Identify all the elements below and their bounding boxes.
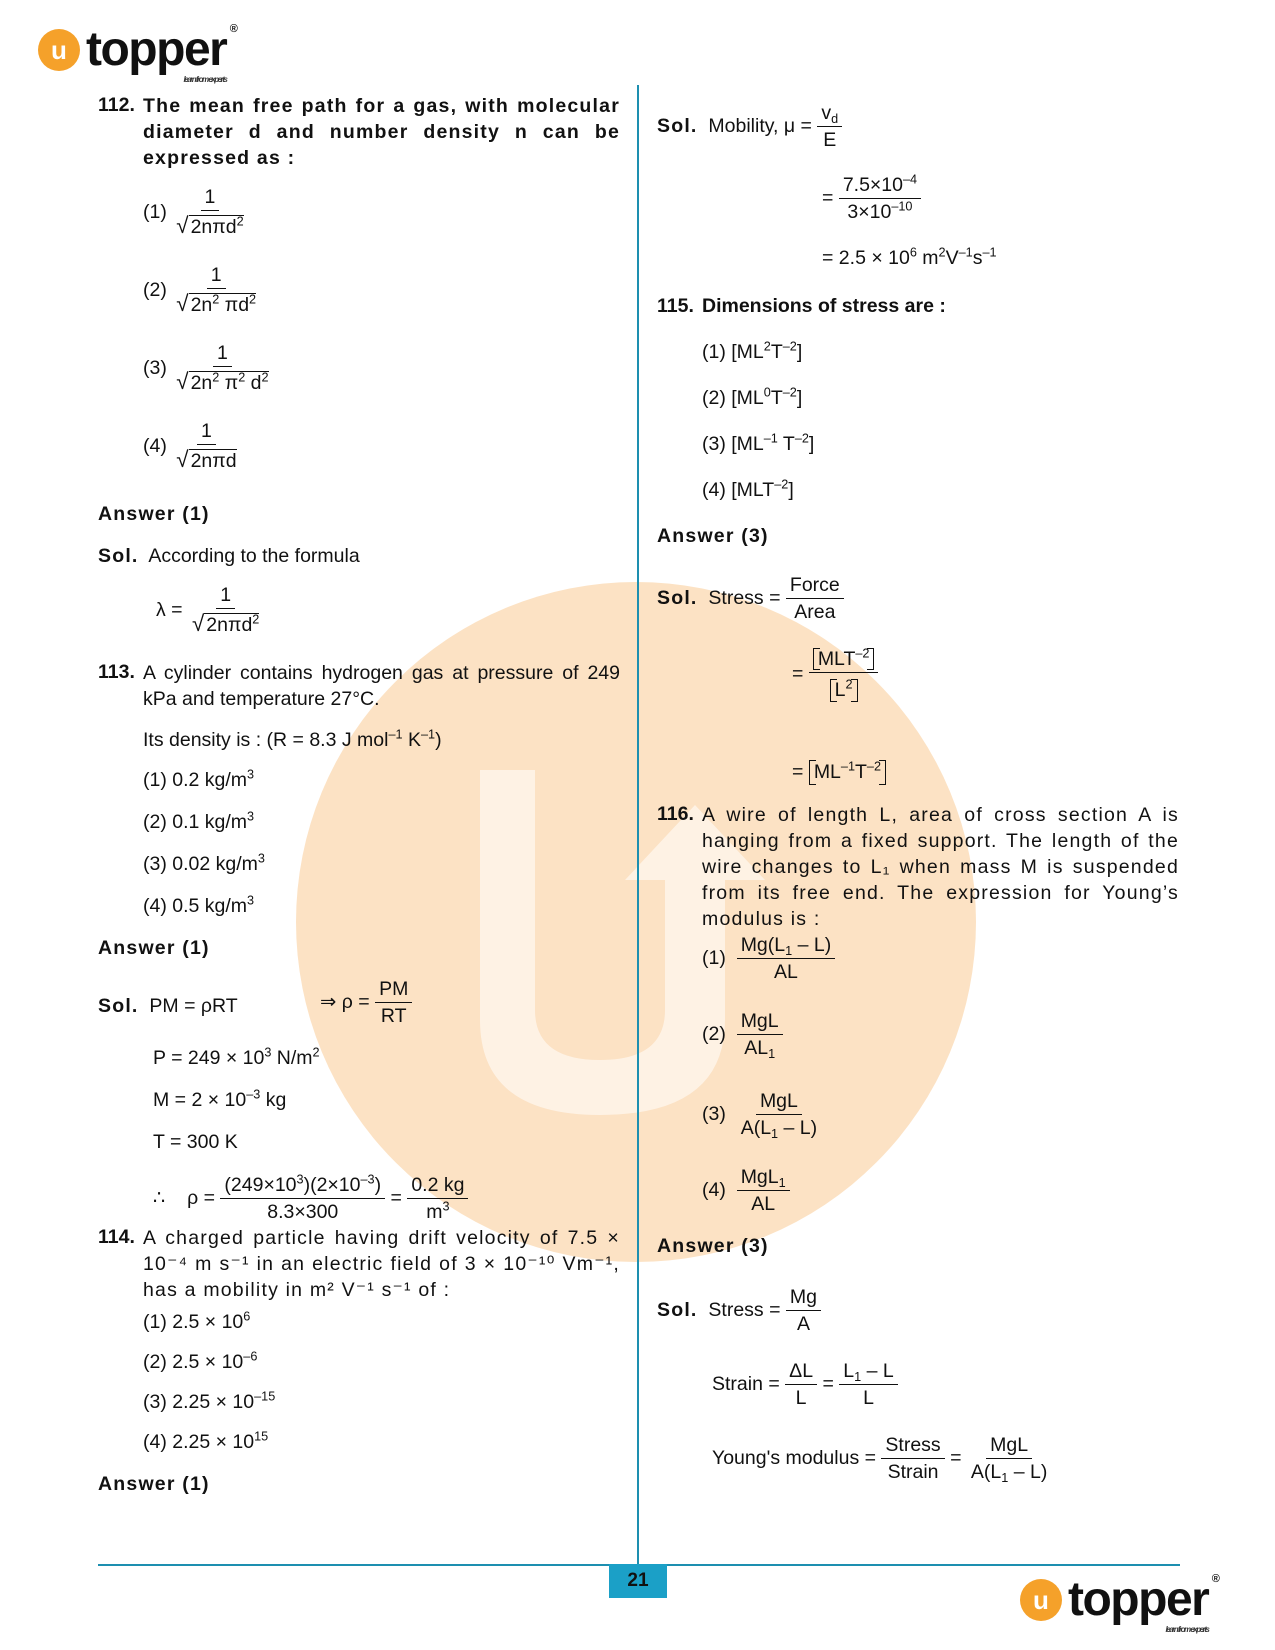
q113-option-1: (1) 0.2 $kg/m^3$ [143,767,255,791]
q114-answer: Answer (1) [98,1473,210,1495]
q112-answer: Answer (1) [98,503,210,525]
logo-tagline: learn from experts [183,75,227,84]
q114-option-1: (1) $2.5 \times 10^6$ [143,1309,251,1333]
q116-answer: Answer (3) [657,1235,769,1257]
q113-mass: $M = 2 \times 10^{-3}$ kg [153,1087,287,1111]
q112-option-3: (3) $\frac{1}{√ 2n^2 \pi^2 d^2}$ [143,342,269,395]
q115-option-4: (4) $[MLT^{-2}]$ [702,477,794,501]
q115-solution-dims: = $\frac{MLT^{-2}}{L^2}$ [792,648,878,702]
q114-option-2: (2) $2.5 \times 10^{-6}$ [143,1349,258,1373]
q113-number: 113. [98,661,135,683]
q114-option-3: (3) $2.25 \times 10^{-15}$ [143,1389,276,1413]
q114-number: 114. [98,1226,135,1248]
q116-option-4: (4) $\frac{MgL_1}{AL}$ [702,1166,790,1216]
q113-answer: Answer (1) [98,937,210,959]
q113-option-3: (3) 0.02 $kg/m^3$ [143,851,265,875]
q113-solution-eq: Sol. PM = ρRT [98,995,238,1017]
logo-badge-icon: u [1020,1579,1062,1621]
footer-logo [1020,1573,1219,1634]
page-number: 21 [609,1564,667,1598]
q116-number: 116. [657,803,694,825]
logo-badge-icon: u [38,29,80,71]
q114-solution-mobility: Sol. Mobility, μ = $\frac{v_d}{E}$ [657,102,842,152]
q115-option-3: (3) [$ML^{-1}$ $T^{-2}$] [702,431,815,455]
logo-text: topper [1068,1573,1209,1626]
q113-temperature: T = 300 K [153,1131,238,1153]
q114-stem: A charged particle having drift velocity of 7.5 × 10⁻⁴ m s⁻¹ in an electric field of 3 × 10⁻¹⁰ Vm⁻¹, has a mobility in m² V⁻¹ s⁻¹ of : [143,1227,620,1301]
q116-solution-young: Young's modulus = $\frac{\text{Stress}}{\text{Strain}}$ = $\frac{\text{MgL}}{A(L_1 - L)}$ [712,1434,1048,1486]
q116-option-2: (2) $\frac{\text{MgL}}{AL_1}$ [702,1010,783,1060]
q112-option-2: (2) $\frac{1}{√ 2n^2 \pi d^2}$ [143,264,257,317]
q116-stem: A wire of length L, area of cross section A is hanging from a fixed support. The length of the wire changes to L₁ when mass M is suspended from its free end. The expression for Young’s modulus is : [702,804,1179,930]
q114-solution-calc: = $\frac{7.5\times 10^{-4}}{3\times 10^{-10}}$ [822,174,921,224]
q115-stem: Dimensions of stress are : [702,295,946,317]
q115-answer: Answer (3) [657,525,769,547]
q115-option-1: (1) $[ML^2T^{-2}]$ [702,339,803,363]
q112-option-4: (4) $\frac{1}{\text{√ 2nπd}}$ [143,420,237,473]
q116-solution-stress: Sol. Stress = $\frac{Mg}{A}$ [657,1286,821,1336]
q112-formula: λ = $\frac{1}{√ 2n\pi d^2}$ [156,584,260,637]
q113-pressure: $P = 249 \times 10^3$ $N/m^2$ [153,1045,320,1069]
q114-option-4: (4) $2.25 \times 10^{15}$ [143,1429,269,1453]
q113-stem: A cylinder contains hydrogen gas at pressure of 249 kPa and temperature 27°C. [143,662,620,710]
logo-tagline: learn from experts [1165,1625,1209,1634]
q112-option-1: (1) $\frac{1}{√ 2n\pi d^2}$ [143,186,244,239]
q116-solution-strain: Strain = $\frac{\Delta L}{L}$ = $\frac{L_1 - L}{L}$ [712,1360,898,1410]
q115-solution-stress: Sol. Stress = $\frac{\text{Force}}{\text{Area}}$ [657,574,844,624]
q112-number: 112. [98,94,135,116]
q114-solution-result: = $2.5 \times 10^6$ $m^2V^{-1}s^{-1}$ [822,245,997,269]
logo-wordmark: topper ® learn from experts [1068,1573,1219,1634]
q116-option-1: (1) $\frac{Mg(L_1 - L)}{AL}$ [702,934,835,984]
header-logo [38,23,237,84]
q113-calculation: ∴ ρ = $\frac{(249\times 10^3)(2\times 10^{-3})}{8.3\times 300}$ = $\frac{0.2 kg}{m^3}$ [153,1174,468,1224]
q115-option-2: (2) $[ML^0T^{-2}]$ [702,385,803,409]
logo-text: topper [86,23,227,76]
q116-option-3: (3) $\frac{\text{MgL}}{A(L_1 - L)}$ [702,1090,818,1142]
logo-wordmark: topper ® learn from experts [86,23,237,84]
column-divider [637,85,639,1565]
q113-option-4: (4) 0.5 $kg/m^3$ [143,893,255,917]
q115-number: 115. [657,295,694,317]
q113-option-2: (2) 0.1 $kg/m^3$ [143,809,255,833]
q112-stem: The mean free path for a gas, with molecular diameter d and number density n can be expressed as : [143,95,620,169]
q112-solution: Sol. According to the formula [98,545,360,567]
q113-density-formula: ⇒ ρ = $\frac{PM}{RT}$ [320,978,412,1028]
q115-solution-result: = $ML^{-1}T^{-2}$ [792,760,886,785]
q113-density-line: Its density is : (R = 8.3 J mol$^{-1}$ $K^{-1}$) [143,727,442,751]
